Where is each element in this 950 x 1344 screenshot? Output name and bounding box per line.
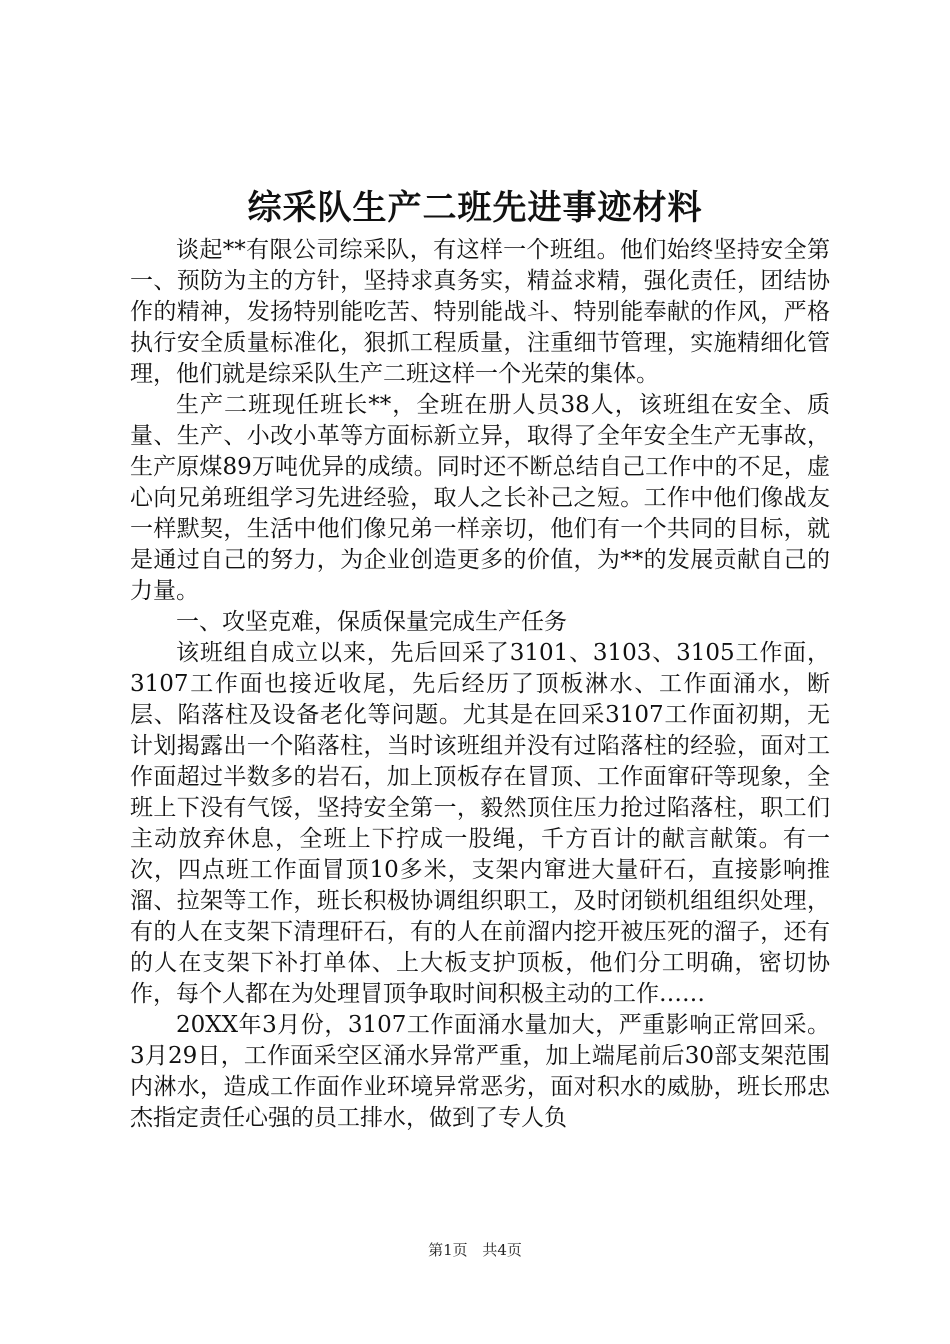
- document-body: [130, 235, 830, 1134]
- paragraph-intro: 谈起**有限公司综采队，有这样一个班组。他们始终坚持安全第一、预防为主的方针，坚持求真务实，精益求精，强化责任，团结协作的精神，发扬特别能吃苦、特别能战斗、特别能奉献的作风，严格执行安全质量标准化，狠抓工程质量，注重细节管理，实施精细化管理，他们就是综采队生产二班这样一个光荣的集体。: [130, 237, 830, 387]
- paragraph-production: 该班组自成立以来，先后回采了3101、3103、3105工作面，3107工作面也接近收尾，先后经历了顶板淋水、工作面涌水，断层、陷落柱及设备老化等问题。尤其是在回采3107工作面初期，无计划揭露出一个陷落柱，当时该班组并没有过陷落柱的经验，面对工作面超过半数多的岩石，加上顶板存在冒顶、工作面窜矸等现象，全班上下没有气馁，坚持安全第一，毅然顶住压力抢过陷落柱，职工们主动放弃休息，全班上下拧成一股绳，千方百计的献言献策。有一次，四点班工作面冒顶10多米，支架内窜进大量矸石，直接影响推溜、拉架等工作，班长积极协调组织职工，及时闭锁机组组织处理，有的人在支架下清理矸石，有的人在前溜内挖开被压死的溜子，还有的人在支架下补打单体、上大板支护顶板，他们分工明确，密切协作，每个人都在为处理冒顶争取时间积极主动的工作……: [130, 640, 830, 1007]
- page-total: 共4页: [482, 1241, 522, 1259]
- document-title: 综采队生产二班先进事迹材料: [247, 188, 703, 228]
- page-footer: [0, 1240, 950, 1260]
- page-number: 第1页: [428, 1241, 468, 1259]
- paragraph-water-inflow: 20XX年3月份，3107工作面涌水量加大，严重影响正常回采。3月29日，工作面采空区涌水异常严重，加上端尾前后30部支架范围内淋水，造成工作面作业环境异常恶劣，面对积水的威胁，班长邢忠杰指定责任心强的员工排水，做到了专人负: [130, 1012, 830, 1131]
- paragraph-team-overview: 生产二班现任班长**，全班在册人员38人，该班组在安全、质量、生产、小改小革等方面标新立异，取得了全年安全生产无事故，生产原煤89万吨优异的成绩。同时还不断总结自己工作中的不足，虚心向兄弟班组学习先进经验，取人之长补己之短。工作中他们像战友一样默契，生活中他们像兄弟一样亲切，他们有一个共同的目标，就是通过自己的努力，为企业创造更多的价值，为**的发展贡献自己的力量。: [130, 392, 830, 604]
- section-heading: 一、攻坚克难，保质保量完成生产任务: [176, 609, 567, 635]
